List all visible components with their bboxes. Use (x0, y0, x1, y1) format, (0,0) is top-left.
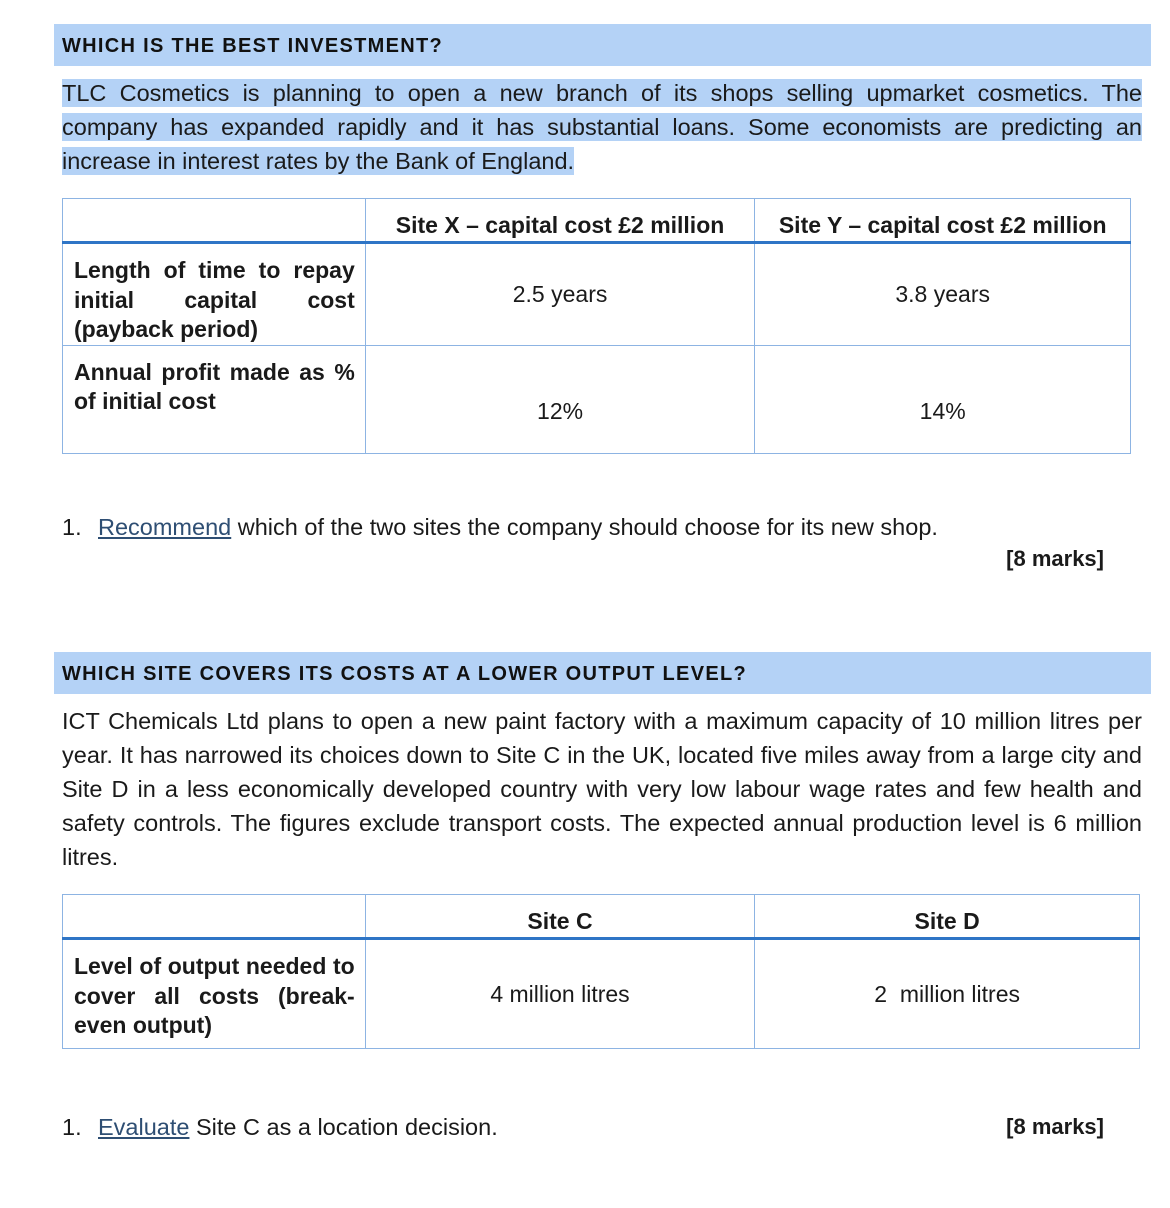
marks-label: [8 marks] (1006, 546, 1104, 571)
section-heading-best-investment: WHICH IS THE BEST INVESTMENT? (54, 24, 1151, 66)
question-recommend (62, 514, 938, 541)
site-y-payback-value: 3.8 years (755, 243, 1131, 346)
table-row-break-even (63, 939, 1140, 1049)
row-label-break-even: Level of output needed to cover all costs (break-even output) (63, 939, 366, 1049)
site-c-break-even-value: 4 million litres (365, 939, 755, 1049)
table-header-site-d: Site D (755, 895, 1140, 939)
question-text: which of the two sites the company should choose for its new shop. (231, 514, 938, 540)
site-x-payback-value: 2.5 years (365, 243, 755, 346)
marks-label: [8 marks] (1006, 1114, 1104, 1139)
row-label-payback: Length of time to repay initial capital cost (payback period) (63, 243, 366, 346)
highlighted-intro-text: TLC Cosmetics is planning to open a new branch of its shops selling upmarket cosmetics. The company has expanded rapidly and it has substantial loans. Some economists are predicting an increase in interest rates by the Bank of England. (62, 80, 1142, 174)
question-number: 1. (62, 514, 82, 540)
table-header-site-c: Site C (365, 895, 755, 939)
table-row-payback (63, 243, 1131, 346)
table-header-row (63, 895, 1140, 939)
command-word-link[interactable]: Evaluate (98, 1114, 190, 1140)
table-header-blank (63, 199, 366, 243)
investment-comparison-table (62, 198, 1131, 454)
break-even-comparison-table (62, 894, 1140, 1049)
table-header-site-x: Site X – capital cost £2 million (365, 199, 755, 243)
question-number: 1. (62, 1114, 82, 1140)
question-text: Site C as a location decision. (189, 1114, 498, 1140)
table-row-annual-profit (63, 345, 1131, 453)
intro-paragraph-ict: ICT Chemicals Ltd plans to open a new paint factory with a maximum capacity of 10 million litres per year. It has narrowed its choices down to Site C in the UK, located five miles away from a large city and Site D in a less economically developed country with very low labour wage rates and few health and safety controls. The figures exclude transport costs. The expected annual production level is 6 million litres. (62, 708, 1142, 870)
table-header-row (63, 199, 1131, 243)
question-evaluate (62, 1114, 498, 1141)
table-header-site-y: Site Y – capital cost £2 million (755, 199, 1131, 243)
table-header-blank (63, 895, 366, 939)
intro-paragraph-tlc (62, 76, 1142, 178)
section-heading-lower-output: WHICH SITE COVERS ITS COSTS AT A LOWER OUTPUT LEVEL? (54, 652, 1151, 694)
site-d-break-even-value: 2 million litres (755, 939, 1140, 1049)
site-x-profit-value: 12% (365, 345, 755, 453)
command-word-link[interactable]: Recommend (98, 514, 232, 540)
site-y-profit-value: 14% (755, 345, 1131, 453)
row-label-annual-profit: Annual profit made as % of initial cost (63, 345, 366, 453)
